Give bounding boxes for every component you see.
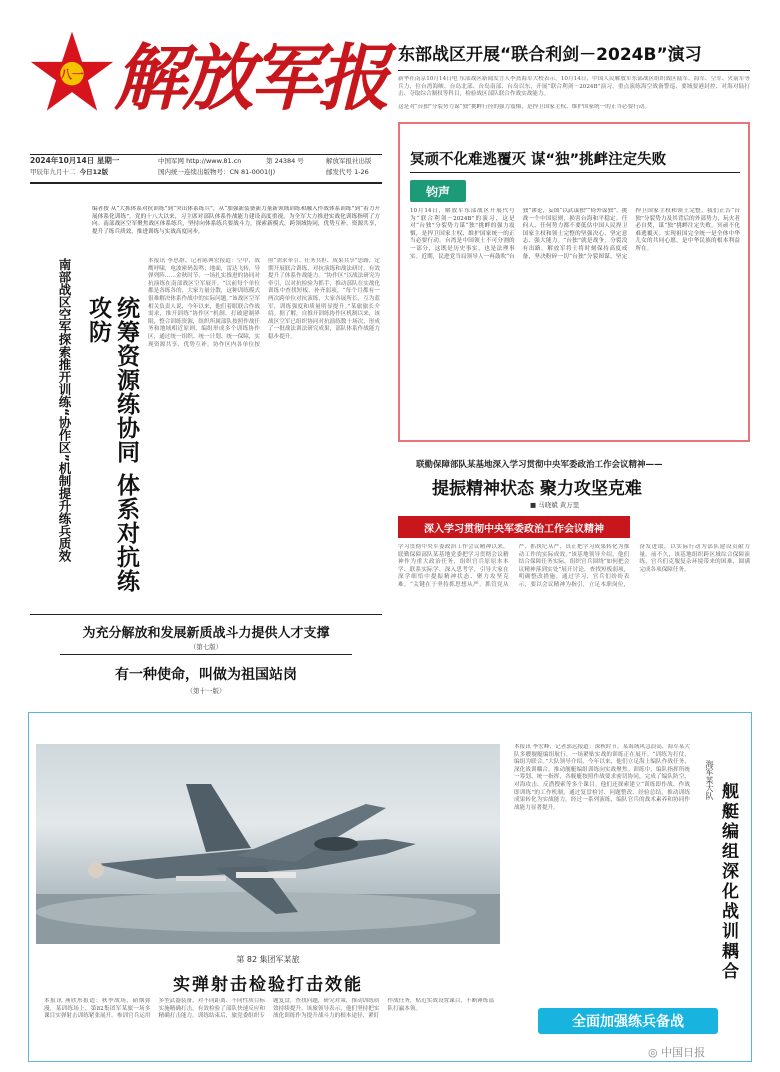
column-badge	[410, 180, 466, 202]
left-feature-body: 本报讯 李思群、记者陈典宏报道：空中，战鹰呼啸，电波密码轰鸣；地面，雷达飞转，导弹列阵……金秋时节，一场扎实推进的协同对抗演练在南部战区空军展开。“以前每个单位都是各练各的，大家力量分散，这种训练模式很难解决体系作战中的实际问题。”该战区空军相关负责人说，今年以来，他们着眼联合作战需求，推开训练“协作区”机制，打破建制界限，整合训练资源，组织所属部队按照作战任务和地域相近原则，编组形成多个训练协作区，通过统一组织、统一计划、统一保障，实现资源共享、优势互补。协作区内各单位按照“需求牵引、任务共担、成果共享”思路，定期开展联合训练、对抗演练和战法研讨，有效提升了体系作战能力。“协作区”以战法研究为牵引，以对抗检验为抓手，推动部队在实战化训练中查找短板、补齐弱项。“每个月都有一两次跨单位对抗演练，大家各展所长，互为蓝军，训练强度和质量明显提升。”某旅旅长介绍。据了解，自推开训练协作区机制以来，该战区空军已组织协同对抗演练数十场次，形成了一批战法训法研究成果，部队体系作战能力稳步提升。	[148, 258, 380, 348]
training-banner	[538, 1008, 718, 1034]
second-article-title: 提振精神状态 聚力攻坚克难	[432, 479, 642, 499]
website-link[interactable]: 中国军网 http://www.81.cn	[158, 157, 242, 165]
photo-caption-body: 本报讯 燕欣彤报道：秋季战场，硝烟弥漫，某训练场上，第82集团军某旅一场多课目实弹射击训练紧张展开。参训官兵运用多型武器装备，对不同距离、不同性质目标实施精确打击，有效检验了部队快速反应和精确打击能力。训练结束后，旅党委组织专题复盘，查找问题，研究对策，推动训练质效持续提升。该旅领导表示，他们坚持把实战化训练作为提升战斗力的根本途径，紧盯作战任务，贴近实战设置课目，不断锤炼部队打赢本领。	[44, 998, 494, 1020]
masthead	[30, 28, 390, 178]
watermark-text: 中国日报	[661, 1046, 706, 1059]
watermark	[648, 1044, 705, 1060]
left-feature-intro: 编者按 从“大抓体系对抗训练”到“突出体系练兵”，从“加强新装备新力量新领域训练和融入作战体系训练”到“着力开展体系化训练”，党的十八大以来，习主席对部队体系作战能力建设高度重视，为全军大力推进实战化训练指明了方向。南部战区空军聚焦战区体系练兵，坚持向体系练兵要战斗力，探索新模式，跨领域协同，优势互补，资源共享，提升了练兵质效，推进训练与实战高度同步。	[92, 206, 380, 235]
top-article-col1: 新华社南京10月14日电 东部战区新闻发言人李熹海军大校表示，10月14日，中国人民解放军东部战区组织战区陆军、海军、空军、火箭军等兵力，位台湾海峡、台岛北部、台岛南部、台岛以东，开展“联合利剑－2024B”演习，重点演练海空战备警巡、要域要港封控、对海对陆打击、夺取综合制权等科目，检验战区部队联合作战实战能力。	[398, 76, 750, 98]
section-rule	[30, 182, 382, 184]
promo-rule-mid	[60, 654, 352, 655]
navy-feature-body: 本报讯 李宏峰、记者郭远报道：深秋时节，某海域风急浪高，海军某大队多艘舰艇编组航行，一场紧贴实战的训练正在展开。“训练为打仗，编组为联合。”大队领导介绍，今年以来，他们立足海上编队作战任务，深化战训耦合，推动舰艇编组训练向实战聚焦。训练中，编队指挥所统一筹划、统一指挥，各舰艇按照作战要求密切协同，完成了编队防空、对海攻击、反潜搜索等多个课目。他们还探索建立“训练即作战、作战即训练”的工作机制，通过复盘检讨、问题整改、经验总结，推动训练成果转化为实战能力。经过一系列演练，编队官兵的战术素养和协同作战能力显著提升。	[514, 744, 690, 811]
lunar-date: 甲辰年九月十二	[30, 168, 76, 176]
page-count: 今日12版	[79, 168, 109, 176]
column-name: 钧声	[425, 184, 450, 199]
top-headline-rule	[398, 70, 750, 71]
top-article-col2: 这是对“台独”分裂势力谋“独”挑衅行径的强力震慑，是捍卫国家主权、维护国家统一的正当必要行动。	[398, 104, 650, 110]
fighter-jet-illustration	[36, 744, 500, 944]
cn-number: 国内统一连续出版物号：CN 81-0001(J)	[158, 168, 276, 176]
feature-photo	[36, 744, 500, 944]
second-article-byline: ■ 马晓斌 黄万里	[530, 501, 580, 509]
lead-article-title: 冥顽不化难逃覆灭 谋“独”挑衅注定失败	[410, 152, 667, 168]
second-article-kicker: 联勤保障部队某基地深入学习贯彻中央军委政治工作会议精神——	[416, 460, 663, 470]
lead-article-body: 10月14日，解放军东部战区开展代号为“联合利剑－2024B”的演习，这是对“台独”分裂势力谋“独”挑衅的强力震慑，是捍卫国家主权、维护国家统一的正当必要行动。台湾是中国领土不可分割的一部分，这既是历史事实，也是法理事实。近期，民进党当局领导人一再鼓吹“台独”谬论，妄图“以武谋独”“倚外谋独”，挑战一个中国原则，损害台海和平稳定。任何人、任何势力都不要低估中国人民捍卫国家主权和领土完整的坚强决心、坚定意志、强大能力。“台独”就是战争，分裂没有出路。解放军将士将时刻保持高度戒备，坚决粉碎一切“台独”分裂图谋，坚定捍卫国家主权和领土完整。我们正告“台独”分裂势力及其背后的外部势力，玩火者必自焚，谋“独”挑衅注定失败，冥顽不化难逃覆灭。实现祖国完全统一是全体中华儿女的共同心愿，是中华民族的根本利益所在。	[410, 208, 740, 260]
navy-feature-unit: 海军某大队	[705, 760, 714, 800]
top-headline: 东部战区开展“联合利剑－2024B”演习	[398, 45, 702, 65]
lead-title-rule	[410, 172, 740, 173]
masthead-rule	[30, 154, 382, 155]
publisher: 解放军报社出版	[326, 157, 372, 165]
masthead-title: 解放军报	[114, 35, 387, 120]
navy-feature-headline: 舰艇编组深化战训耦合	[718, 782, 738, 982]
issue-date: 2024年10月14日 星期一	[30, 156, 120, 165]
postal-code: 邮发代号 1-26	[326, 168, 369, 176]
second-article-body: 学习贯彻中央军委政治工作会议精神以来，联勤保障部队某基地党委把学习贯彻会议精神作为重大政治任务，组织官兵原原本本学、联系实际学、深入思考学，引导大家在深学细悟中提振精神状态、聚力攻坚克难。“关键在于坚持抓思想从严、抓管党从严、抓执纪从严，真正把学习成果转化为推动工作的实际成效。”该基地领导介绍，他们结合保障任务实际，组织官兵围绕“如何把会议精神落到实处”展开讨论，查找短板弱项，明确整改措施。通过学习，官兵们纷纷表示，要以会议精神为指引，立足本职岗位，奋发进取，以实际行动为部队建设贡献力量。前不久，该基地组织跨区域综合保障演练，官兵们克服复杂环境带来的困难，圆满完成各项保障任务。	[398, 544, 750, 588]
svg-text:八一: 八一	[60, 67, 84, 82]
left-feature-subheadline: 南部战区空军探索推开训练“协作区”机制提升练兵质效	[57, 258, 72, 562]
promo-title-2: 有一种使命，叫做为祖国站岗	[115, 667, 297, 683]
promo-page-2[interactable]: （第十一版）	[186, 687, 226, 695]
training-banner-text: 全面加强练兵备战	[572, 1014, 684, 1030]
promo-rule-top	[30, 614, 382, 615]
study-banner-text: 深入学习贯彻中央军委政治工作会议精神	[424, 523, 604, 535]
lead-article-box	[398, 122, 750, 442]
red-star-emblem	[30, 30, 114, 114]
photo-caption-unit: 第 82 集团军某旅	[236, 955, 300, 964]
study-banner	[398, 516, 630, 538]
issue-number: 第 24384 号	[266, 157, 304, 165]
left-feature-main-headline: 统筹资源练协同 体系对抗练攻防	[85, 296, 139, 594]
promo-page-1[interactable]: （第七版）	[189, 643, 223, 651]
photo-caption-title: 实弹射击检验打击效能	[173, 975, 363, 995]
promo-title-1: 为充分解放和发展新质战斗力提供人才支撑	[82, 626, 330, 641]
watermark-icon: ◎	[648, 1046, 658, 1059]
